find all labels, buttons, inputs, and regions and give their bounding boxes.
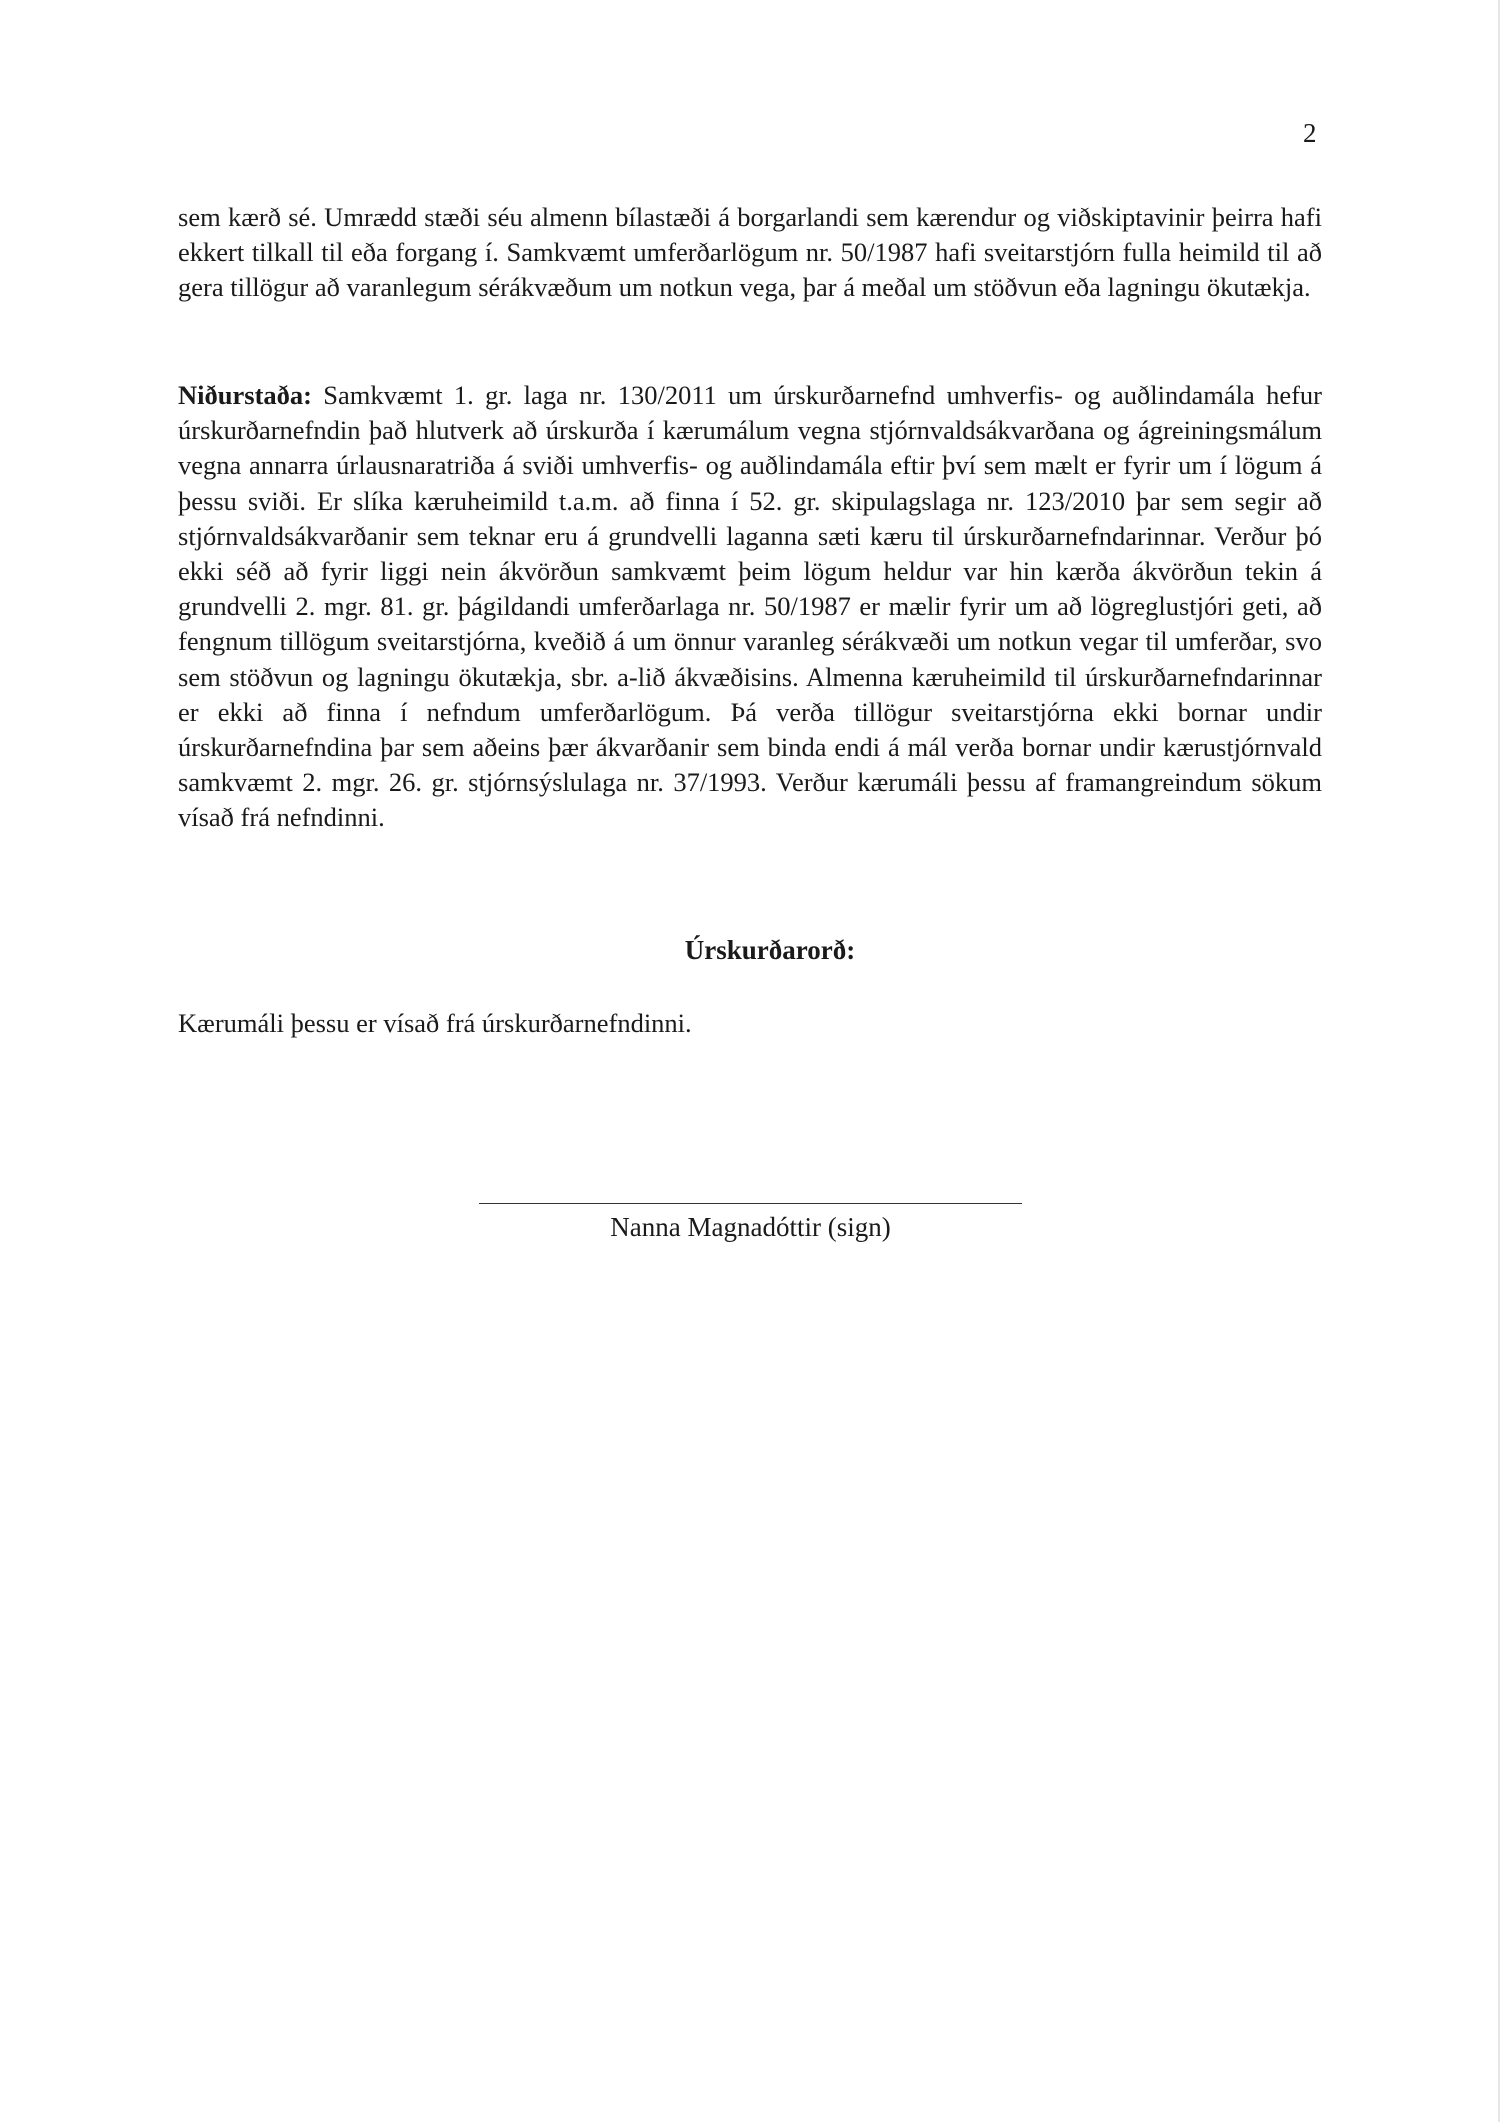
signature-name: Nanna Magnadóttir (sign) <box>610 1212 891 1242</box>
ruling-heading: Úrskurðarorð: <box>684 935 856 965</box>
conclusion-text: Samkvæmt 1. gr. laga nr. 130/2011 um úrskurðarnefnd umhverfis- og auðlindamála hefur úrskurðarnefndin það hlutverk að úrskurða í kærumálum vegna stjórnvaldsákvarðana og ágreiningsmálum vegna annarra úrlausnaratriða á sviði umhverfis- og auðlindamála eftir því sem mælt er fyrir um í lögum á þessu sviði. Er slíka kæruheimild t.a.m. að finna í 52. gr. skipulagslaga nr. 123/2010 þar sem segir að stjórnvaldsákvarðanir sem teknar eru á grundvelli laganna sæti kæru til úrskurðarnefndarinnar. Verður þó ekki séð að fyrir liggi nein ákvörðun samkvæmt þeim lögum heldur var hin kærða ákvörðun tekin á grundvelli 2. mgr. 81. gr. þágildandi umferðarlaga nr. 50/1987 er mælir fyrir um að lögreglustjóri geti, að fengnum tillögum sveitarstjórna, kveðið á um önnur varanleg sérákvæði um notkun vegar til umferðar, svo sem stöðvun og lagningu ökutækja, sbr. a-lið ákvæðisins. Almenna kæruheimild til úrskurðarnefndarinnar er ekki að finna í nefndum umferðarlögum. Þá verða tillögur sveitarstjórna ekki bornar undir úrskurðarnefndina þar sem aðeins þær ákvarðanir sem binda endi á mál verða bornar undir kærustjórnvald samkvæmt 2. mgr. 26. gr. stjórnsýslulaga nr. 37/1993. Verður kærumáli þessu af framangreindum sökum vísað frá nefndinni. <box>178 380 1322 833</box>
paragraph-argument: sem kærð sé. Umrædd stæði séu almenn bílastæði á borgarlandi sem kærendur og viðskiptavinir þeirra hafi ekkert tilkall til eða forgang í. Samkvæmt umferðarlögum nr. 50/1987 hafi sveitarstjórn fulla heimild til að gera tillögur að varanlegum sérákvæðum um notkun vega, þar á meðal um stöðvun eða lagningu ökutækja. <box>178 202 1322 303</box>
ruling-text: Kærumáli þessu er vísað frá úrskurðarnefndinni. <box>178 1008 692 1038</box>
conclusion-label: Niðurstaða: <box>178 380 312 410</box>
paragraph-conclusion <box>178 378 1322 836</box>
page-number: 2 <box>1303 118 1317 148</box>
signature-line <box>479 1203 1022 1204</box>
